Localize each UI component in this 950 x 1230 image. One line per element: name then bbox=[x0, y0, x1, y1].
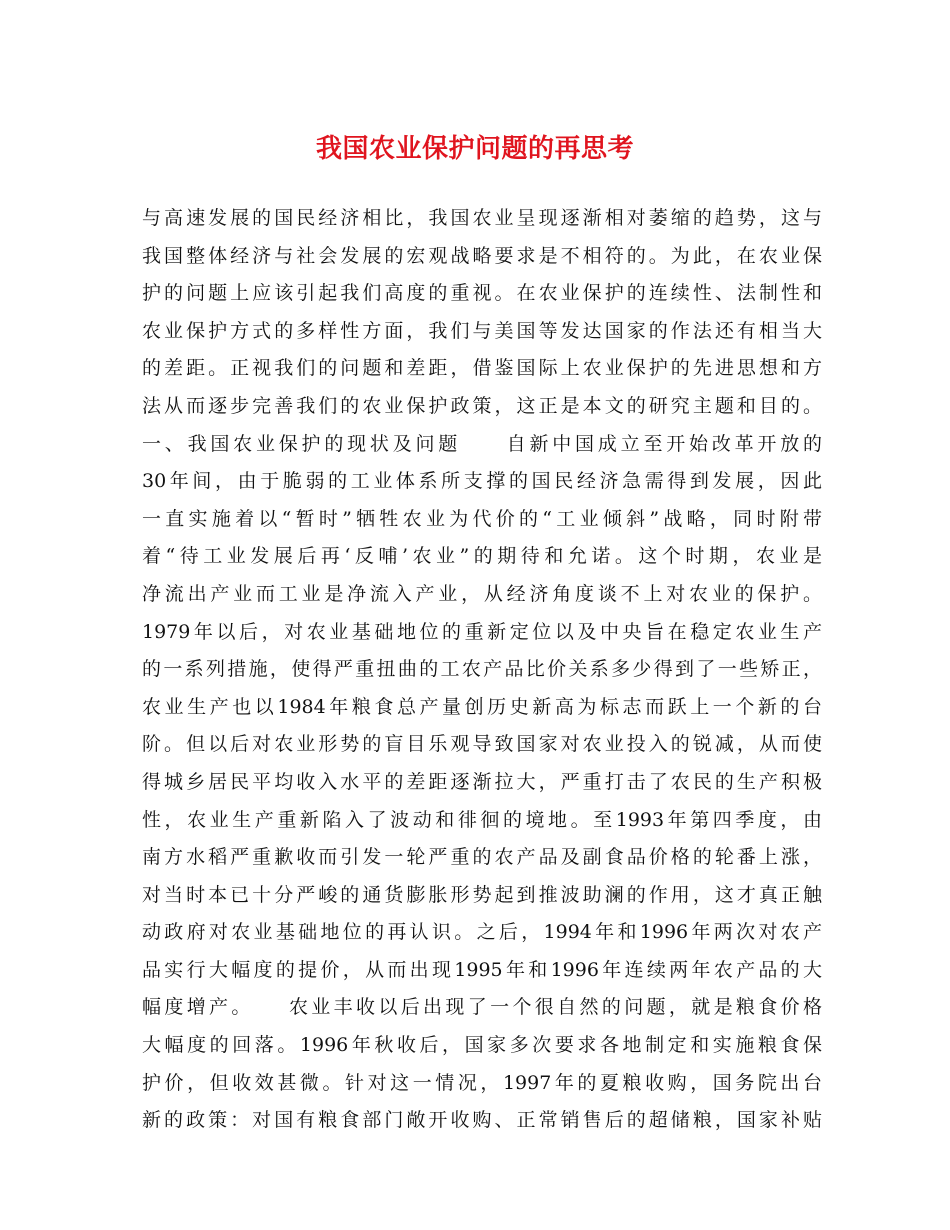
text-line: 30年间，由于脆弱的工业体系所支撑的国民经济急需得到发展，因此 bbox=[142, 470, 822, 493]
text-line: 净流出产业而工业是净流入产业，从经济角度谈不上对农业的保护。 bbox=[142, 582, 822, 605]
text-line: 护的问题上应该引起我们高度的重视。在农业保护的连续性、法制性和 bbox=[142, 282, 822, 305]
text-line: 性，农业生产重新陷入了波动和徘徊的境地。至1993年第四季度，由 bbox=[142, 808, 822, 831]
text-line: 1979年以后，对农业基础地位的重新定位以及中央旨在稳定农业生产 bbox=[142, 620, 822, 643]
text-line: 的一系列措施，使得严重扭曲的工农产品比价关系多少得到了一些矫正， bbox=[142, 658, 822, 681]
text-line: 与高速发展的国民经济相比，我国农业呈现逐渐相对萎缩的趋势，这与 bbox=[142, 207, 822, 229]
text-line: 着“待工业发展后再‘反哺’农业”的期待和允诺。这个时期，农业是 bbox=[142, 545, 822, 568]
document-title: 我国农业保护问题的再思考 bbox=[315, 134, 634, 164]
text-line: 南方水稻严重歉收而引发一轮严重的农产品及副食品价格的轮番上涨， bbox=[142, 846, 822, 869]
text-line: 动政府对农业基础地位的再认识。之后，1994年和1996年两次对农产 bbox=[142, 921, 822, 944]
text-line: 大幅度的回落。1996年秋收后，国家多次要求各地制定和实施粮食保 bbox=[142, 1034, 822, 1057]
text-line: 护价，但收效甚微。针对这一情况，1997年的夏粮收购，国务院出台 bbox=[142, 1071, 822, 1094]
text-line: 得城乡居民平均收入水平的差距逐渐拉大，严重打击了农民的生产积极 bbox=[142, 770, 822, 793]
text-line: 的差距。正视我们的问题和差距，借鉴国际上农业保护的先进思想和方 bbox=[142, 357, 822, 380]
text-line: 农业生产也以1984年粮食总产量创历史新高为标志而跃上一个新的台 bbox=[142, 695, 822, 718]
text-line: 新的政策：对国有粮食部门敞开收购、正常销售后的超储粮，国家补贴 bbox=[142, 1109, 822, 1132]
text-line: 幅度增产。 农业丰收以后出现了一个很自然的问题，就是粮食价格 bbox=[142, 996, 822, 1019]
text-line: 农业保护方式的多样性方面，我们与美国等发达国家的作法还有相当大 bbox=[142, 319, 822, 342]
text-line: 品实行大幅度的提价，从而出现1995年和1996年连续两年农产品的大 bbox=[142, 958, 822, 981]
text-line: 一、我国农业保护的现状及问题 自新中国成立至开始改革开放的 bbox=[142, 432, 822, 455]
text-line: 我国整体经济与社会发展的宏观战略要求是不相符的。为此，在农业保 bbox=[142, 244, 822, 267]
text-line: 一直实施着以“暂时”牺牲农业为代价的“工业倾斜”战略，同时附带 bbox=[142, 507, 822, 530]
text-line: 法从而逐步完善我们的农业保护政策，这正是本文的研究主题和目的。 bbox=[142, 394, 822, 417]
text-line: 对当时本已十分严峻的通货膨胀形势起到推波助澜的作用，这才真正触 bbox=[142, 883, 822, 906]
document-body bbox=[142, 200, 822, 1140]
text-line: 阶。但以后对农业形势的盲目乐观导致国家对农业投入的锐减，从而使 bbox=[142, 733, 822, 756]
